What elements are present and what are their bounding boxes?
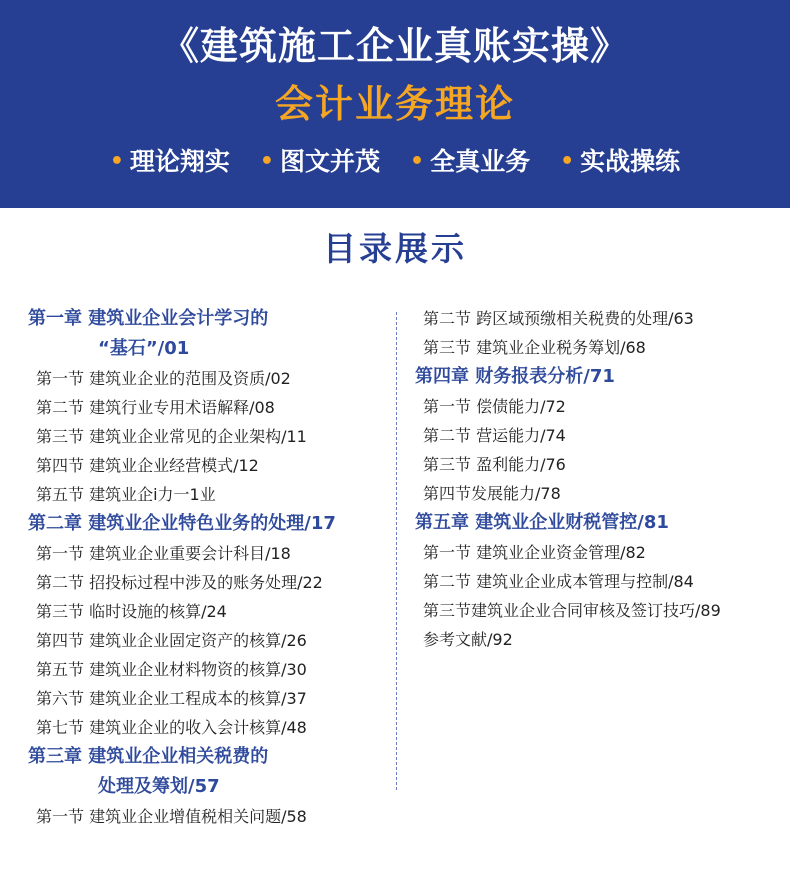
toc-section: 第一节 建筑业企业的范围及资质/02 [36,369,291,388]
toc-section: 第二节 招投标过程中涉及的账务处理/22 [36,573,323,592]
bullet-dot-icon: • [410,149,425,174]
toc-section: 第七节 建筑业企业的收入会计核算/48 [36,718,307,737]
chapter-1-title [28,304,390,364]
toc-section: 第一节 建筑业企业增值税相关问题/58 [36,807,307,826]
toc-section: 第二节 建筑业企业成本管理与控制/84 [423,572,694,591]
toc-section: 第一节 建筑业企业资金管理/82 [423,543,646,562]
chapter-title-line: 第一章 建筑业企业会计学习的 [28,308,269,329]
chapter-3-title [28,742,390,802]
feature-item [560,142,680,182]
toc-section: 第一节 偿债能力/72 [423,397,566,416]
toc-section: 第一节 建筑业企业重要会计科目/18 [36,544,291,563]
toc-left-column [28,304,390,831]
toc-section: 第五节 建筑业企业材料物资的核算/30 [36,660,307,679]
feature-label: 图文并茂 [279,147,380,176]
toc-heading: 目录展示 [323,229,467,268]
toc-section: 第二节 跨区域预缴相关税费的处理/63 [423,309,694,328]
book-subtitle: 会计业务理论 [274,82,515,126]
book-title: 《建筑施工企业真账实操》 [160,24,629,68]
toc-section: 第五节 建筑业企i力一1业 [36,485,216,504]
toc-right-column [415,304,775,654]
toc-section: 第四节 建筑业企业固定资产的核算/26 [36,631,307,650]
toc-section: 第三节 建筑业企业税务筹划/68 [423,338,646,357]
header-banner [0,0,790,208]
toc-section: 第三节 建筑业企业常见的企业架构/11 [36,427,307,446]
feature-item [260,142,380,182]
toc-section: 第三节 盈利能力/76 [423,455,566,474]
bullet-dot-icon: • [109,149,124,174]
bullet-dot-icon: • [560,149,575,174]
toc-section: 第三节 临时设施的核算/24 [36,602,227,621]
feature-item [110,142,230,182]
bullet-dot-icon: • [259,149,274,174]
chapter-2-title: 第二章 建筑业企业特色业务的处理/17 [28,513,336,534]
toc-section: 第二节 营运能力/74 [423,426,566,445]
chapter-4-title: 第四章 财务报表分析/71 [415,366,615,387]
toc-section: 第六节 建筑业企业工程成本的核算/37 [36,689,307,708]
toc-section: 第四节发展能力/78 [423,484,561,503]
feature-list [0,142,790,182]
feature-item [410,142,530,182]
feature-label: 全真业务 [430,147,531,176]
toc-section: 第四节 建筑业企业经营模式/12 [36,456,259,475]
toc-section: 参考文献/92 [423,630,513,649]
toc-section: 第三节建筑业企业合同审核及签订技巧/89 [423,601,721,620]
chapter-5-title: 第五章 建筑业企业财税管控/81 [415,512,669,533]
chapter-title-line: 处理及筹划/57 [98,776,220,797]
chapter-title-line: “基石”/01 [98,338,190,359]
toc-section: 第二节 建筑行业专用术语解释/08 [36,398,275,417]
column-divider [396,312,397,790]
feature-label: 实战操练 [580,147,681,176]
chapter-title-line: 第三章 建筑业企业相关税费的 [28,746,269,767]
feature-label: 理论翔实 [129,147,230,176]
